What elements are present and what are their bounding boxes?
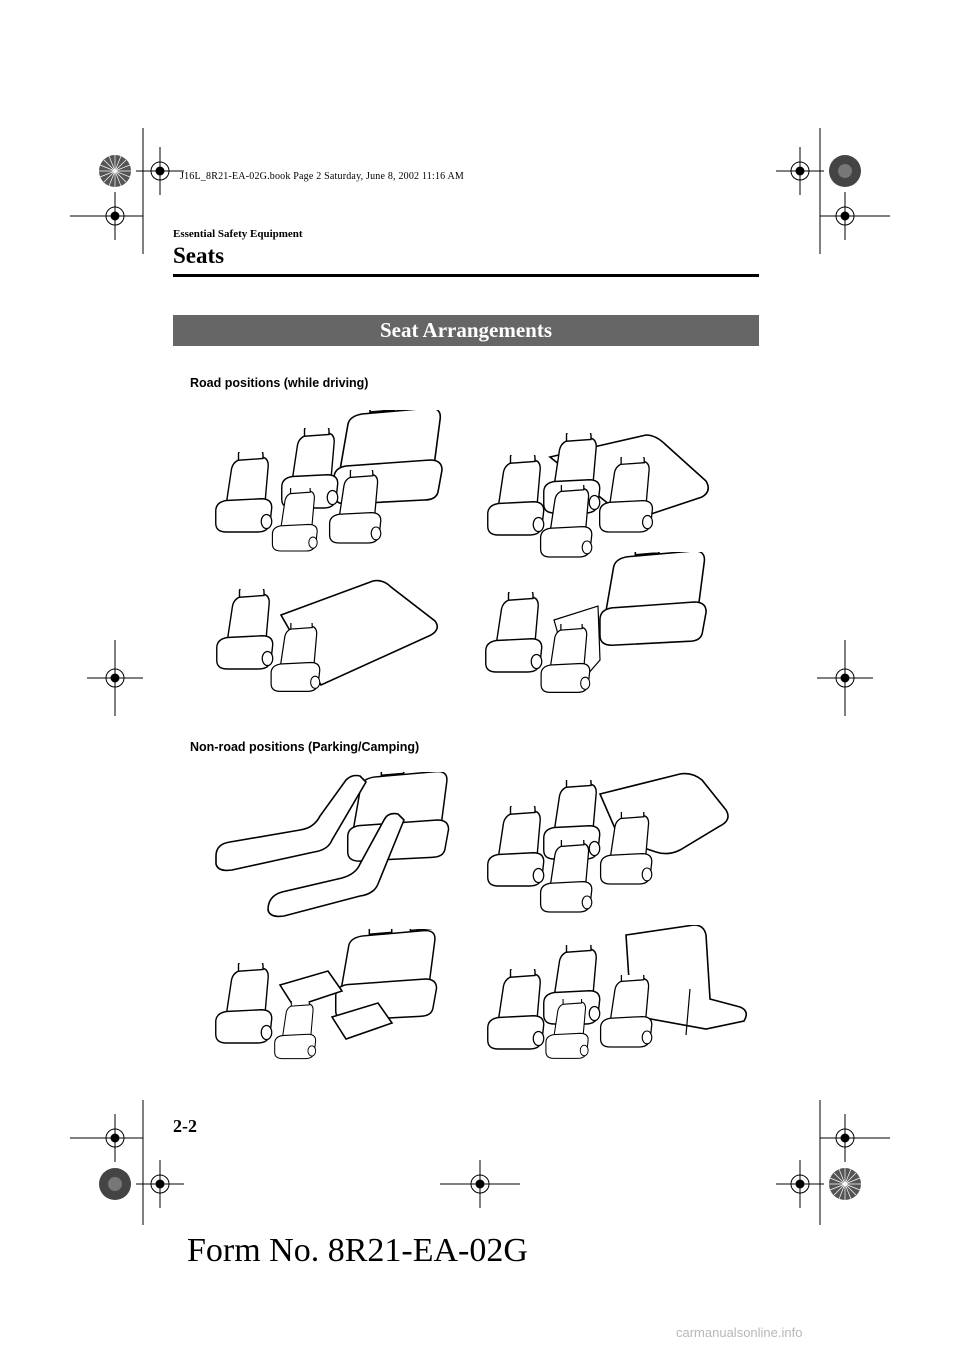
watermark: carmanualsonline.info	[676, 1325, 803, 1340]
nonroad-arrangement-figure-3	[208, 915, 453, 1065]
form-number: Form No. 8R21-EA-02G	[187, 1232, 528, 1269]
book-info-line: J16L_8R21-EA-02G.book Page 2 Saturday, June 8, 2002 11:16 AM	[180, 171, 465, 182]
page-number: 2-2	[173, 1116, 197, 1136]
road-arrangement-figure-3	[205, 575, 450, 700]
section-banner: Seat Arrangements	[173, 315, 759, 346]
section-label: Essential Safety Equipment	[173, 228, 303, 240]
nonroad-arrangement-figure-2	[480, 770, 740, 920]
road-arrangement-figure-4	[478, 540, 728, 700]
road-positions-heading: Road positions (while driving)	[190, 376, 369, 390]
title-rule	[173, 274, 759, 277]
nonroad-arrangement-figure-4	[480, 925, 750, 1065]
page-title: Seats	[173, 243, 225, 268]
road-arrangement-figure-1	[200, 390, 460, 560]
non-road-positions-heading: Non-road positions (Parking/Camping)	[190, 740, 420, 754]
nonroad-arrangement-figure-1	[210, 760, 455, 925]
